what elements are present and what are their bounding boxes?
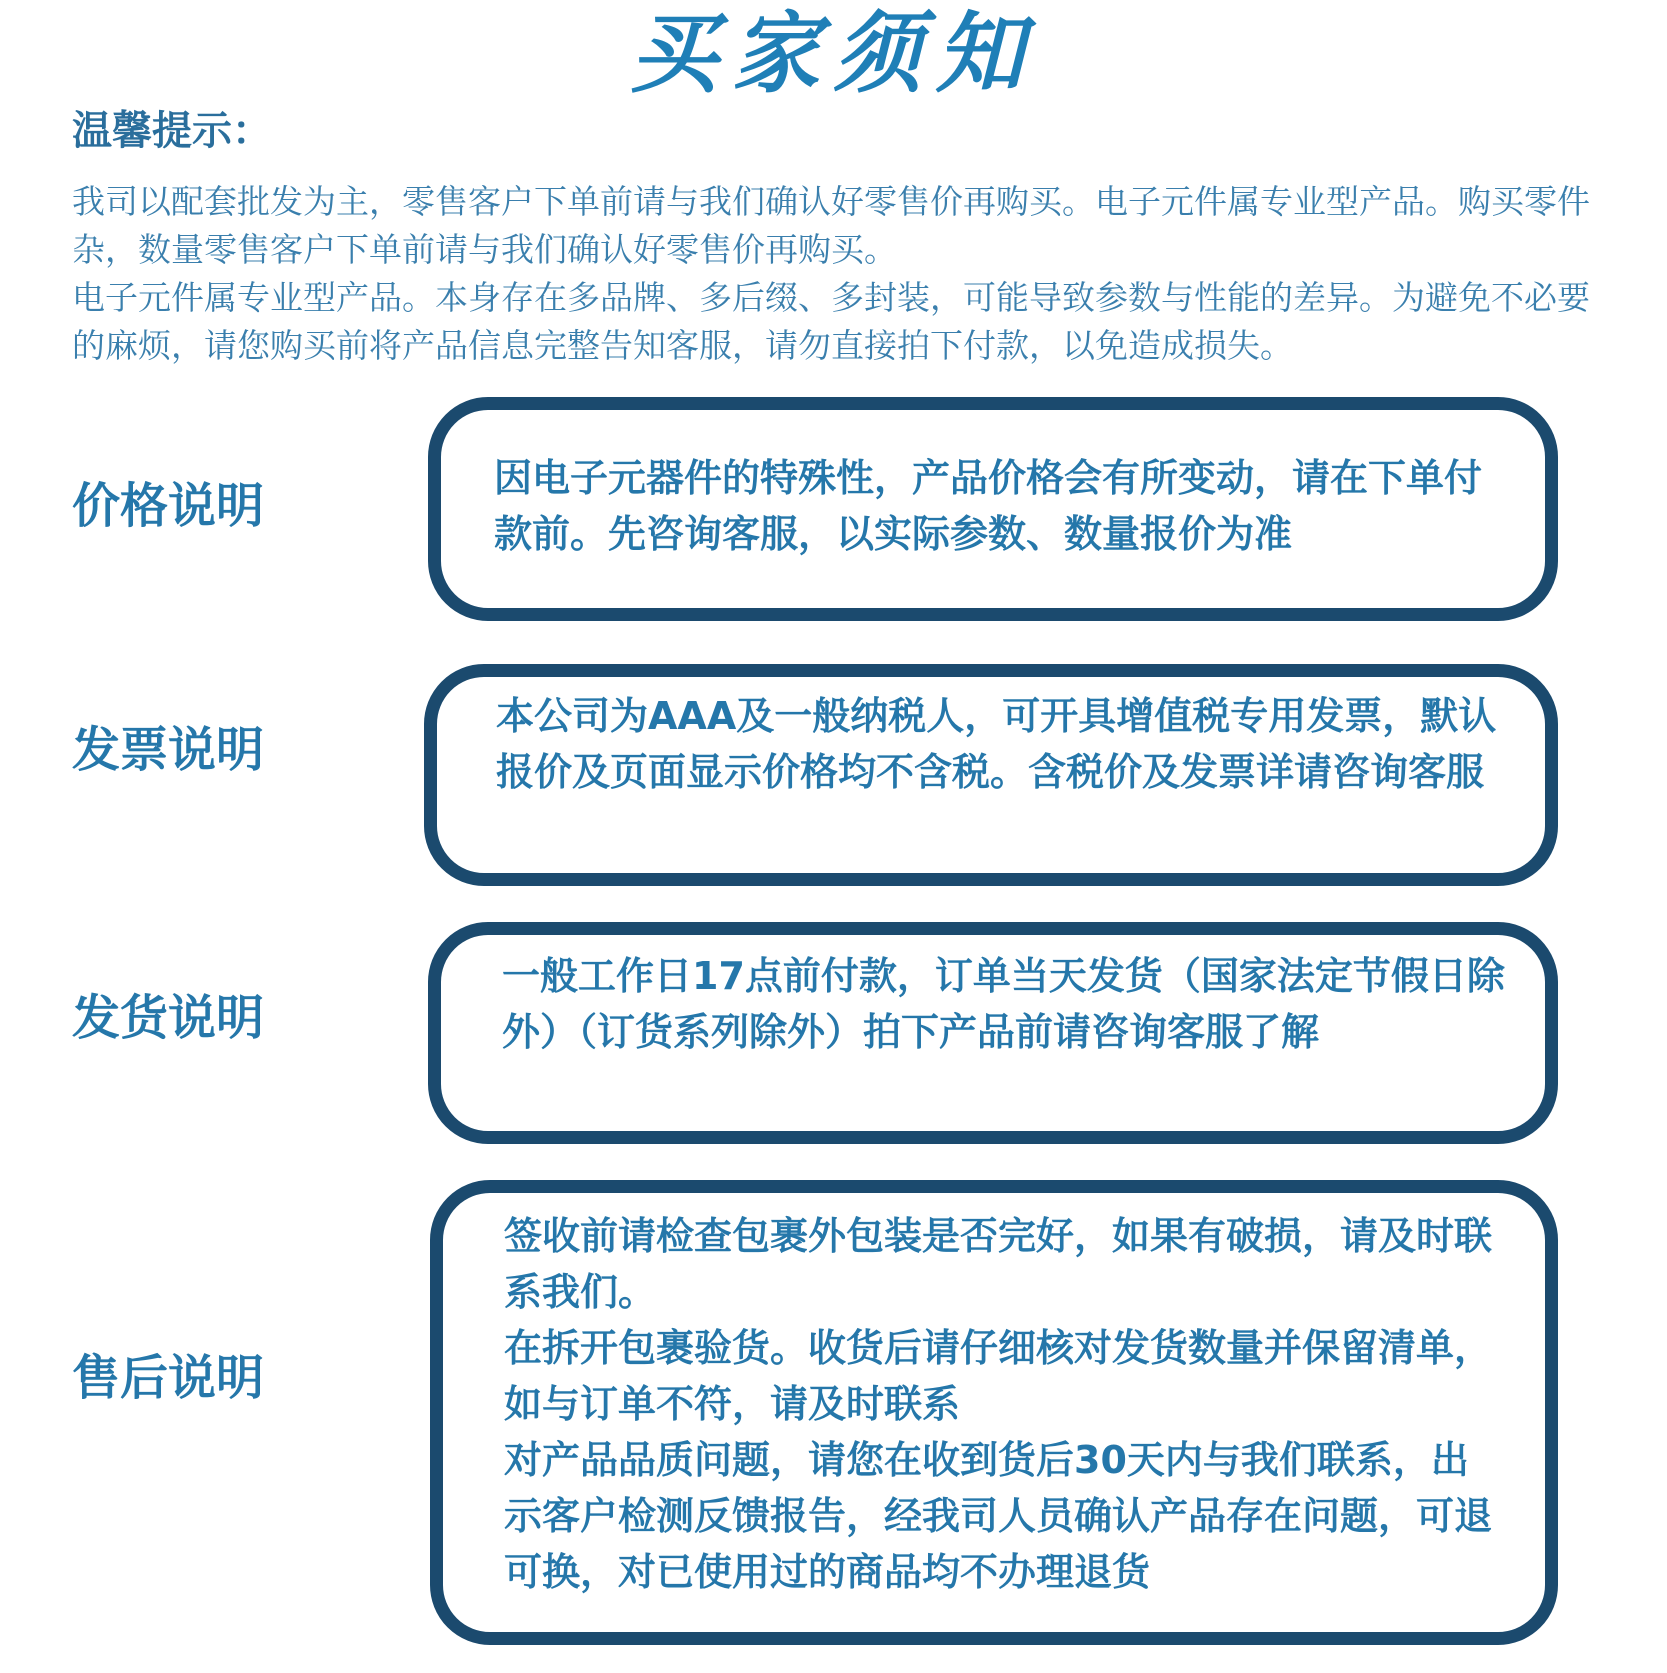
section-label-invoice: 发票说明 [72, 722, 265, 778]
section-line: 因电子元器件的特殊性，产品价格会有所变动，请在下单付款前。先咨询客服，以实际参数、数量报价为准 [494, 456, 1483, 556]
page-title: 买家须知 [629, 2, 1038, 105]
section-line: 一般工作日17点前付款，订单当天发货（国家法定节假日除外）（订货系列除外）拍下产品前请咨询客服了解 [502, 954, 1505, 1054]
tips-heading: 温馨提示： [72, 108, 272, 154]
section-label-price: 价格说明 [72, 478, 265, 534]
tips-paragraph: 我司以配套批发为主，零售客户下单前请与我们确认好零售价再购买。电子元件属专业型产品。购买零件杂，数量零售客户下单前请与我们确认好零售价再购买。 [72, 182, 1590, 269]
tips-paragraph: 电子元件属专业型产品。本身存在多品牌、多后缀、多封装，可能导致参数与性能的差异。为避免不必要的麻烦，请您购买前将产品信息完整告知客服，请勿直接拍下付款，以免造成损失。 [72, 278, 1590, 365]
tips-intro [72, 178, 1612, 370]
section-label-aftersales: 售后说明 [72, 1350, 265, 1406]
section-line: 本公司为AAA及一般纳税人，可开具增值税专用发票，默认报价及页面显示价格均不含税。含税价及发票详请咨询客服 [496, 694, 1497, 794]
section-label-shipping: 发货说明 [72, 990, 265, 1046]
section-text-price [494, 450, 1512, 562]
section-text-aftersales [504, 1208, 1494, 1600]
section-text-invoice [496, 688, 1514, 800]
section-text-shipping [502, 948, 1514, 1060]
section-line: 签收前请检查包裹外包装是否完好，如果有破损，请及时联系我们。 [504, 1214, 1493, 1314]
section-line: 在拆开包裹验货。收货后请仔细核对发货数量并保留清单，如与订单不符，请及时联系 [504, 1326, 1493, 1426]
section-line: 对产品品质问题，请您在收到货后30天内与我们联系，出示客户检测反馈报告，经我司人员确认产品存在问题，可退可换，对已使用过的商品均不办理退货 [504, 1438, 1493, 1594]
